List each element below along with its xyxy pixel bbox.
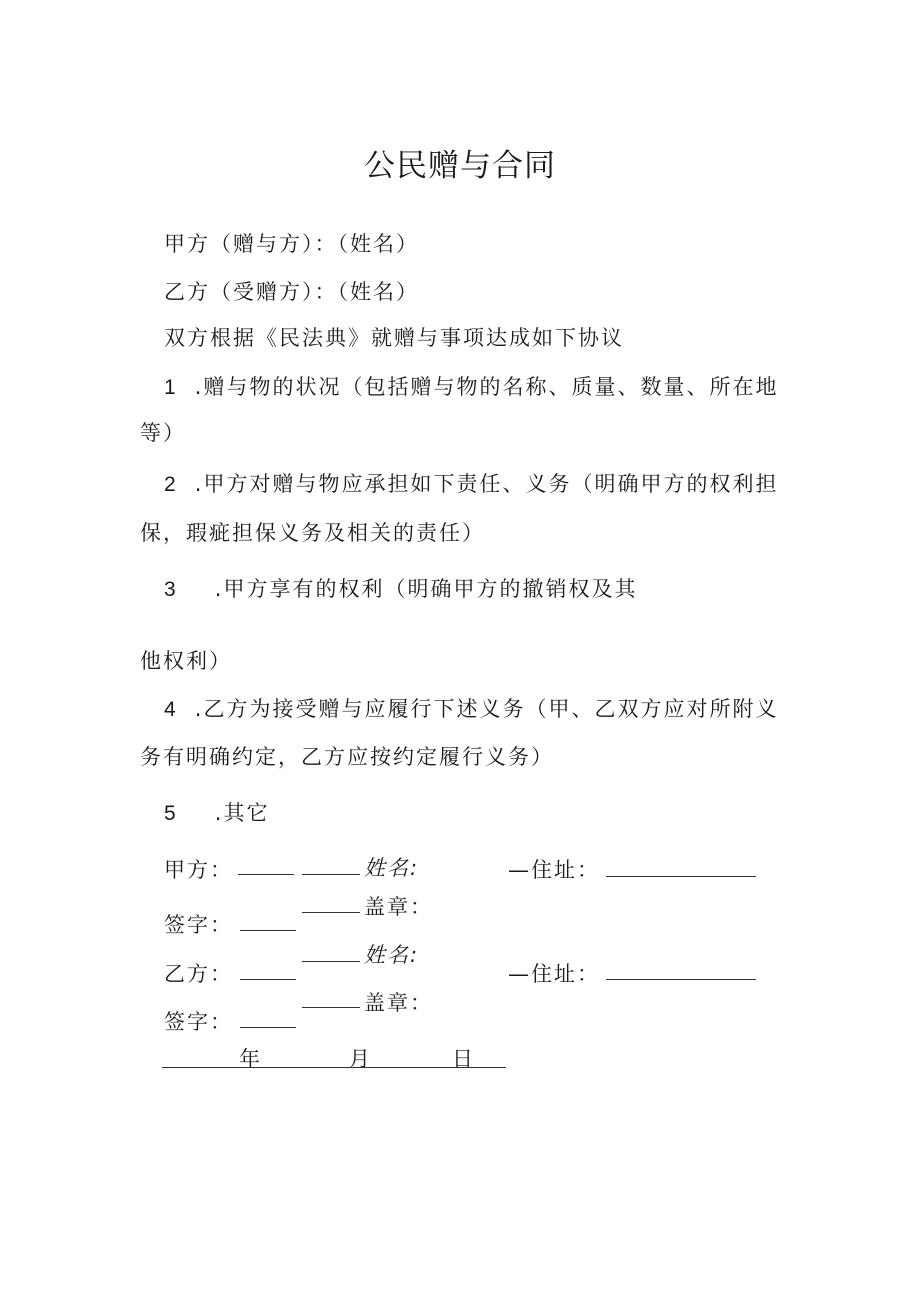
party-b-sign-label: 乙方：: [164, 962, 233, 986]
party-a-line: 甲方（赠与方）：（姓名）: [164, 232, 419, 256]
date-year-label: 年: [239, 1047, 262, 1071]
party-a-seal-blank[interactable]: [302, 912, 360, 913]
party-b-name-blank[interactable]: [302, 961, 360, 962]
clause-number: 2: [164, 473, 176, 496]
party-b-signature-blank[interactable]: [240, 1027, 296, 1028]
party-b-signature-label: 签字：: [164, 1010, 233, 1034]
party-a-signature-blank[interactable]: [240, 930, 296, 931]
party-b-blank-1[interactable]: [240, 979, 296, 980]
party-b-line: 乙方（受赠方）：（姓名）: [164, 280, 419, 304]
date-line[interactable]: [162, 1067, 506, 1068]
intro-text: 双方根据《民法典》就赠与事项达成如下协议: [164, 326, 624, 350]
party-a-blank-1[interactable]: [238, 874, 294, 875]
clause-number: 5: [164, 802, 176, 825]
clause-number: 1: [164, 376, 176, 399]
party-a-address-label: —住址：: [508, 858, 600, 882]
party-a-name-label: 姓名:: [364, 856, 420, 880]
clause-text: .甲方享有的权利（明确甲方的撤销权及其: [214, 577, 638, 601]
clause-2: [164, 468, 778, 498]
clause-text: .甲方对赠与物应承担如下责任、义务（明确甲方的权利担: [194, 472, 779, 496]
clause-text: .乙方为接受赠与应履行下述义务（甲、乙双方应对所附义: [194, 697, 779, 721]
clause-text: .其它: [214, 801, 270, 825]
party-a-blank-2[interactable]: [302, 874, 360, 875]
clause-3-continuation: 他权利）: [140, 649, 232, 673]
clause-5: [164, 797, 269, 827]
party-a-signature-label: 签字：: [164, 913, 233, 937]
party-a-sign-label: 甲方：: [164, 858, 233, 882]
clause-number: 3: [164, 578, 176, 601]
clause-4: [164, 693, 778, 723]
party-a-address-blank[interactable]: [606, 876, 756, 877]
party-b-address-label: —住址：: [508, 962, 600, 986]
page-title: 公民赠与合同: [364, 148, 556, 184]
clause-1-continuation: 等）: [140, 421, 186, 445]
party-b-seal-blank[interactable]: [302, 1007, 360, 1008]
date-month-label: 月: [349, 1047, 372, 1071]
party-b-address-blank[interactable]: [606, 979, 756, 980]
clause-1: [164, 371, 778, 401]
clause-number: 4: [164, 698, 176, 721]
party-b-name-label: 姓名:: [364, 943, 420, 967]
clause-4-continuation: 务有明确约定，乙方应按约定履行义务）: [140, 745, 554, 769]
party-b-seal-label: 盖章：: [364, 991, 433, 1015]
clause-3: [164, 573, 637, 603]
clause-2-continuation: 保，瑕疵担保义务及相关的责任）: [140, 521, 485, 545]
date-day-label: 日: [452, 1047, 475, 1071]
clause-text: .赠与物的状况（包括赠与物的名称、质量、数量、所在地: [194, 375, 779, 399]
party-a-seal-label: 盖章：: [364, 895, 433, 919]
